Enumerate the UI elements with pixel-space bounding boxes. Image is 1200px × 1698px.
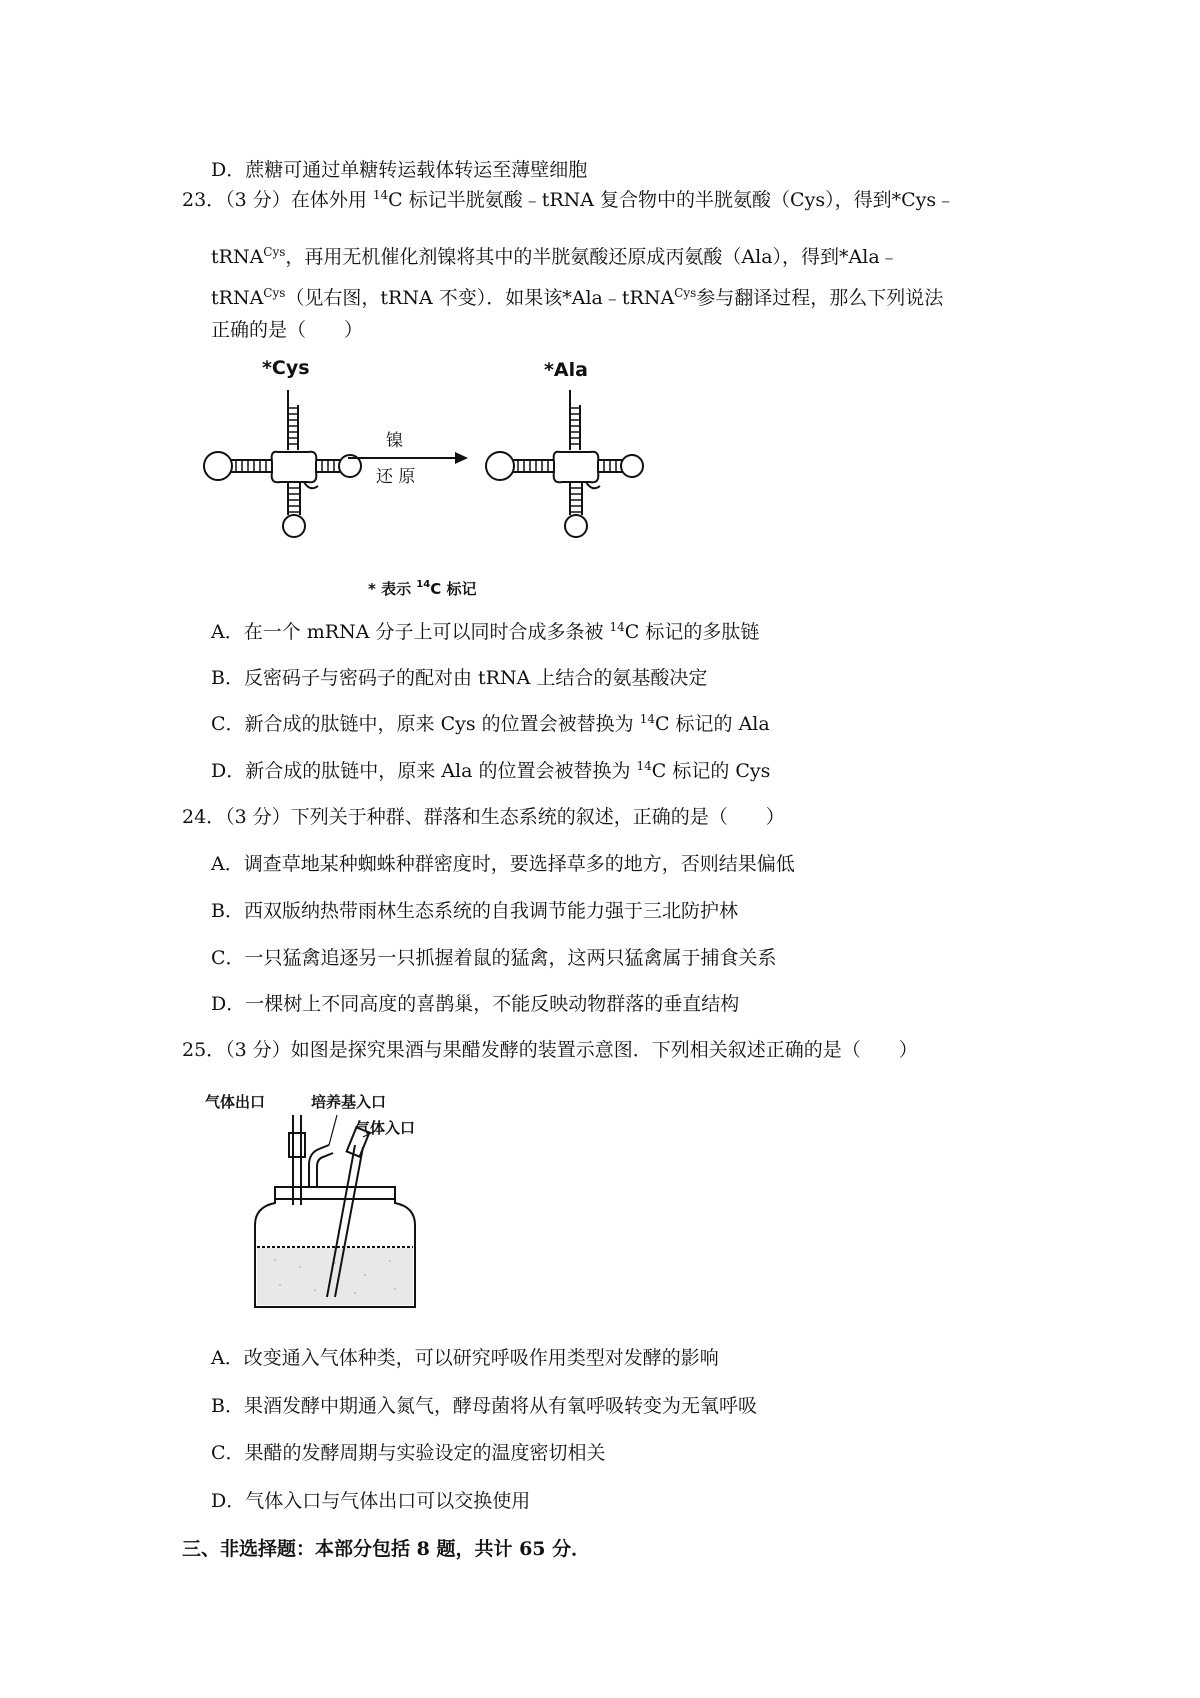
label-ala: *Ala — [544, 359, 588, 381]
q24-option-c: C．一只猛禽追逐另一只抓握着鼠的猛禽，这两只猛禽属于捕食关系 — [211, 947, 777, 969]
trna-left — [204, 390, 361, 537]
arrow-label-reduction: 还 原 — [376, 467, 416, 487]
q23-option-c: C．新合成的肽链中，原来 Cys 的位置会被替换为 $^{14}$C 标记的 Ala — [211, 712, 770, 735]
arrow-label-nickel: 镍 — [386, 431, 403, 451]
label-gas-outlet: 气体出口 — [205, 1093, 266, 1111]
q23-stem-line-3: tRNA$^{Cys}$（见右图，tRNA 不变）．如果该*Ala﹣tRNA$^{Cys}$参与翻译过程，那么下列说法 — [211, 286, 944, 309]
q24-option-b: B．西双版纳热带雨林生态系统的自我调节能力强于三北防护林 — [211, 900, 738, 922]
label-medium-inlet: 培养基入口 — [311, 1093, 387, 1111]
fermentation-figure — [205, 1085, 445, 1320]
outlet-clamp — [289, 1133, 305, 1157]
q25-stem: 25．（3 分）如图是探究果酒与果醋发酵的装置示意图．下列相关叙述正确的是（ ） — [182, 1039, 918, 1061]
section-3-heading: 三、非选择题：本部分包括 8 题，共计 65 分． — [182, 1538, 591, 1560]
label-cys: *Cys — [262, 357, 310, 379]
q23-option-d: D．新合成的肽链中，原来 Ala 的位置会被替换为 $^{14}$C 标记的 Cys — [211, 759, 771, 782]
label-gas-inlet: 气体入口 — [355, 1119, 416, 1137]
q23-stem-line-4: 正确的是（ ） — [211, 319, 364, 341]
q23-number: 23．（3 分） — [182, 189, 291, 211]
q25-option-c: C．果醋的发酵周期与实验设定的温度密切相关 — [211, 1442, 606, 1464]
q23-option-a: A．在一个 mRNA 分子上可以同时合成多条被 $^{14}$C 标记的多肽链 — [211, 620, 760, 643]
reduction-arrow — [348, 452, 468, 464]
q24-stem: 24．（3 分）下列关于种群、群落和生态系统的叙述，正确的是（ ） — [182, 806, 785, 828]
q22-option-d: D．蔗糖可通过单糖转运载体转运至薄壁细胞 — [211, 159, 588, 181]
trna-right — [486, 390, 643, 537]
q25-option-d: D．气体入口与气体出口可以交换使用 — [211, 1490, 531, 1512]
figure-note: * 表示 $^{14}$C 标记 — [368, 579, 477, 598]
q24-option-d: D．一棵树上不同高度的喜鹊巢，不能反映动物群落的垂直结构 — [211, 993, 740, 1015]
q23-stem-line-2: tRNA$^{Cys}$，再用无机催化剂镍将其中的半胱氨酸还原成丙氨酸（Ala），得到*Ala﹣ — [211, 245, 899, 268]
q23-stem-line-1: 23．（3 分）在体外用 $^{14}$C 标记半胱氨酸﹣tRNA 复合物中的半胱氨酸（Cys），得到*Cys﹣ — [182, 188, 956, 211]
q25-option-b: B．果酒发酵中期通入氮气，酵母菌将从有氧呼吸转变为无氧呼吸 — [211, 1395, 757, 1417]
q24-option-a: A．调查草地某种蜘蛛种群密度时，要选择草多的地方，否则结果偏低 — [211, 853, 795, 875]
trna-figure — [200, 350, 690, 600]
q23-option-b: B．反密码子与密码子的配对由 tRNA 上结合的氨基酸决定 — [211, 667, 708, 689]
q25-option-a: A．改变通入气体种类，可以研究呼吸作用类型对发酵的影响 — [211, 1347, 719, 1369]
